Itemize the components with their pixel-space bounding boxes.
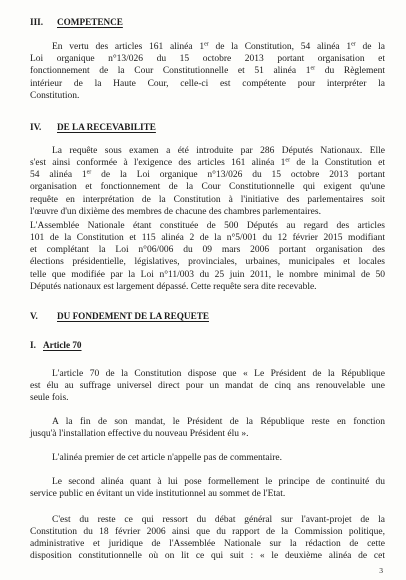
text-line: est élu au suffrage universel direct pour un mandat de cinq ans renouvelable une <box>30 380 385 391</box>
paragraph <box>30 41 385 102</box>
subsection-heading-article-70 <box>30 339 385 351</box>
paragraph <box>30 368 385 405</box>
superscript: er <box>351 41 356 48</box>
section-number: III. <box>30 17 44 27</box>
text-segment: 54 alinéa 1 <box>30 170 87 181</box>
text-line: La requête sous examen a été introduite par 286 Députés Nationaux. Elle <box>52 145 385 156</box>
subsection-number: I. <box>30 339 36 350</box>
text-segment: du Règlement <box>315 66 386 77</box>
text-line: A la fin de son mandat, le Président de la République reste en fonction <box>52 416 385 427</box>
section-number: V. <box>30 310 38 321</box>
section-number: IV. <box>30 121 42 132</box>
section-heading-competence <box>30 16 385 28</box>
section-title: DU FONDEMENT DE LA REQUETE <box>57 310 209 321</box>
text-line: requête en interprétation de la Constitution à l'initiative des parlementaires soit <box>30 194 385 205</box>
text-line: L'Assemblée Nationale étant constituée de 500 Députés au regard des articles <box>30 220 385 231</box>
superscript: er <box>86 169 92 176</box>
text-line: jusqu'à l'installation effective du nouveau Président élu ». <box>30 428 249 439</box>
text-line: C'est du reste ce qui ressort du débat général sur l'avant-projet de la <box>52 514 385 525</box>
text-line: Le second alinéa quant à lui pose formellement le principe de continuité du <box>52 476 385 487</box>
text-line: service public en évitant un vide institutionnel au sommet de l'Etat. <box>30 488 286 499</box>
text-line <box>30 41 385 53</box>
subsection-title: Article 70 <box>43 339 82 350</box>
paragraph <box>30 452 385 464</box>
paragraph <box>30 220 385 293</box>
text-line <box>30 65 385 77</box>
superscript: er <box>285 157 291 164</box>
text-line: administrative et juridique de l'Assemblée Nationale sur la rédaction de cette <box>30 538 385 549</box>
section-heading-fondement <box>30 310 385 322</box>
text-line <box>30 157 385 169</box>
text-segment: de la Constitution et <box>290 158 385 169</box>
section-title: COMPETENCE <box>57 17 123 27</box>
text-line: telle que modifiée par la Loi n°11/003 du 25 juin 2011, le nombre minimal de 50 <box>30 269 385 280</box>
text-segment: s'est ainsi conformée à l'exigence des articles 161 alinéa 1 <box>30 158 286 169</box>
section-title: DE LA RECEVABILITE <box>57 121 156 132</box>
paragraph <box>30 145 385 218</box>
superscript: er <box>204 41 209 48</box>
page-number: 3 <box>379 566 383 575</box>
paragraph <box>30 514 385 563</box>
paragraph <box>30 476 385 500</box>
text-line: Constitution. <box>30 90 80 101</box>
text-segment: fonctionnement de la Cour Constitutionnelle et 51 alinéa 1 <box>30 66 311 77</box>
text-line: 101 de la Constitution et 115 alinéa 2 de la n°5/001 du 12 février 2015 modifiant <box>30 233 385 244</box>
paragraph <box>30 416 385 440</box>
text-line: seule fois. <box>30 393 69 404</box>
text-segment: de la Loi organique n°13/026 du 15 octobre 2013 portant <box>91 170 385 181</box>
text-line: intérieur de la Haute Cour, celle-ci est compétente pour interpréter la <box>30 78 385 89</box>
text-line: organisation et fonctionnement de la Cour Constitutionnelle qui exigent qu'une <box>30 182 385 193</box>
text-line: L'alinéa premier de cet article n'appelle pas de commentaire. <box>52 452 282 463</box>
section-heading-recevabilite <box>30 121 385 133</box>
text-line: Députés nationaux est largement dépassé. Cette requête sera dite recevable. <box>30 281 317 292</box>
text-line: l'œuvre d'un dixième des membres de chacune des chambres parlementaires. <box>30 206 321 217</box>
text-line <box>30 169 385 181</box>
text-line: L'article 70 de la Constitution dispose que « Le Président de la République <box>52 368 385 379</box>
text-line: disposition constitutionnelle où on lit ce qui suit : « le deuxième alinéa de cet <box>30 551 385 562</box>
text-segment: En vertu des articles 161 alinéa 1 <box>52 41 205 52</box>
text-line: Constitution du 18 février 2006 ainsi que du rapport de la Commission politique, <box>30 526 385 537</box>
text-line: et complétant la Loi n°06/006 du 09 mars 2006 portant organisation des <box>30 245 385 256</box>
text-segment: de la Constitution, 54 alinéa 1 <box>208 41 352 52</box>
text-line: élections présidentielle, législatives, provinciales, urbaines, municipales et locales <box>30 257 385 268</box>
superscript: er <box>310 65 316 72</box>
text-segment: de la <box>355 41 385 52</box>
text-line: Loi organique n°13/026 du 15 octobre 2013 portant organisation et <box>30 54 385 65</box>
